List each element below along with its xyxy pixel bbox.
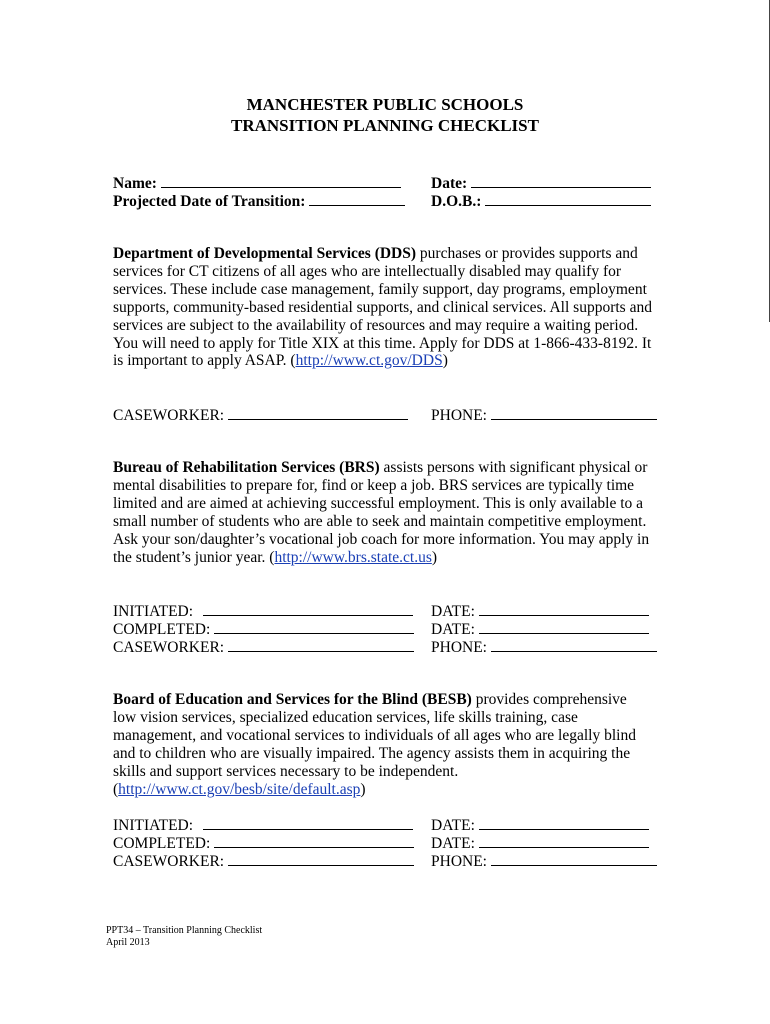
besb-phone-field [431, 852, 657, 871]
footer-form-id: PPT34 – Transition Planning Checklist [106, 925, 263, 936]
dds-phone-label: PHONE: [431, 407, 487, 424]
brs-phone-field [431, 638, 657, 657]
brs-completed-label: COMPLETED: [113, 621, 211, 638]
brs-caseworker-label: CASEWORKER: [113, 639, 225, 656]
besb-close: ) [360, 780, 366, 798]
besb-date2-blank[interactable] [479, 834, 649, 848]
besb-completed-field [113, 834, 414, 853]
besb-link[interactable]: http://www.ct.gov/besb/site/default.asp [118, 780, 361, 798]
checklist-title: TRANSITION PLANNING CHECKLIST [231, 116, 539, 135]
besb-initiated-blank[interactable] [203, 816, 413, 830]
besb-date1-blank[interactable] [479, 816, 649, 830]
besb-caseworker-field [113, 852, 414, 871]
brs-date2-label: DATE: [431, 621, 475, 638]
dds-link[interactable]: http://www.ct.gov/DDS [295, 352, 443, 370]
besb-date2-field [431, 834, 649, 853]
besb-date2-label: DATE: [431, 835, 475, 852]
brs-date2-field [431, 620, 649, 639]
brs-initiated-field [113, 602, 413, 621]
name-label: Name: [113, 175, 157, 192]
brs-heading: Bureau of Rehabilitation Services (BRS) [113, 459, 380, 476]
school-title: MANCHESTER PUBLIC SCHOOLS [246, 95, 524, 114]
name-blank[interactable] [161, 174, 401, 188]
brs-paragraph [113, 459, 653, 566]
brs-date1-field [431, 602, 649, 621]
dob-blank[interactable] [485, 192, 651, 206]
dds-text: purchases or provides supports and services for CT citizens of all ages who are intellectually disabled may qualify for services. These include case management, family support, day programs, employment supports, community-based residential supports, and clinical services. All supports and services are subject to the availability of resources and may require a waiting period. You will need to apply for Title XIX at this time. Apply for DDS at 1-866-433-8192. It is important to apply ASAP. ( [113, 245, 652, 370]
brs-caseworker-blank[interactable] [228, 638, 414, 652]
brs-date1-label: DATE: [431, 603, 475, 620]
brs-date1-blank[interactable] [479, 602, 649, 616]
besb-caseworker-blank[interactable] [228, 852, 414, 866]
besb-text: provides comprehensive low vision services, specialized education services, life skills training, case management, and vocational services to individuals of all ages who are legally blind and to children who are visually impaired. The agency assists them in acquiring the skills and support services necessary to be independent. ( [113, 691, 636, 798]
brs-caseworker-field [113, 638, 414, 657]
brs-completed-field [113, 620, 414, 639]
brs-text: assists persons with significant physical or mental disabilities to prepare for, find or keep a job. BRS services are typically time limited and are aimed at achieving successful employment. This is only available to a small number of students who are able to seek and maintain competitive employment. Ask your son/daughter’s vocational job coach for more information. You may apply in the student’s junior year. ( [113, 459, 650, 566]
dob-label: D.O.B.: [431, 193, 482, 210]
brs-initiated-label: INITIATED: [113, 603, 194, 620]
dds-heading: Department of Developmental Services (DDS) [113, 245, 417, 262]
brs-date2-blank[interactable] [479, 620, 649, 634]
besb-phone-label: PHONE: [431, 853, 487, 870]
footer-date: April 2013 [106, 937, 150, 948]
brs-link[interactable]: http://www.brs.state.ct.us [274, 548, 432, 566]
besb-initiated-label: INITIATED: [113, 817, 194, 834]
brs-initiated-blank[interactable] [203, 602, 413, 616]
dds-caseworker-field [113, 406, 408, 425]
dds-paragraph [113, 245, 653, 370]
besb-initiated-field [113, 816, 413, 835]
dds-caseworker-blank[interactable] [228, 406, 408, 420]
name-field [113, 174, 401, 193]
dds-close: ) [442, 352, 448, 370]
besb-heading: Board of Education and Services for the Blind (BESB) [113, 691, 472, 708]
dds-caseworker-label: CASEWORKER: [113, 407, 225, 424]
besb-caseworker-label: CASEWORKER: [113, 853, 225, 870]
projected-date-field [113, 192, 405, 211]
besb-completed-blank[interactable] [214, 834, 414, 848]
brs-completed-blank[interactable] [214, 620, 414, 634]
besb-date1-label: DATE: [431, 817, 475, 834]
dob-field [431, 192, 651, 211]
date-blank[interactable] [471, 174, 651, 188]
besb-phone-blank[interactable] [491, 852, 657, 866]
besb-date1-field [431, 816, 649, 835]
brs-close: ) [431, 548, 438, 566]
besb-paragraph [113, 691, 653, 798]
dds-phone-field [431, 406, 657, 425]
projected-date-blank[interactable] [309, 192, 405, 206]
brs-phone-blank[interactable] [491, 638, 657, 652]
date-label: Date: [431, 175, 468, 192]
projected-date-label: Projected Date of Transition: [113, 193, 306, 210]
date-field [431, 174, 651, 193]
dds-phone-blank[interactable] [491, 406, 657, 420]
besb-completed-label: COMPLETED: [113, 835, 211, 852]
brs-phone-label: PHONE: [431, 639, 487, 656]
